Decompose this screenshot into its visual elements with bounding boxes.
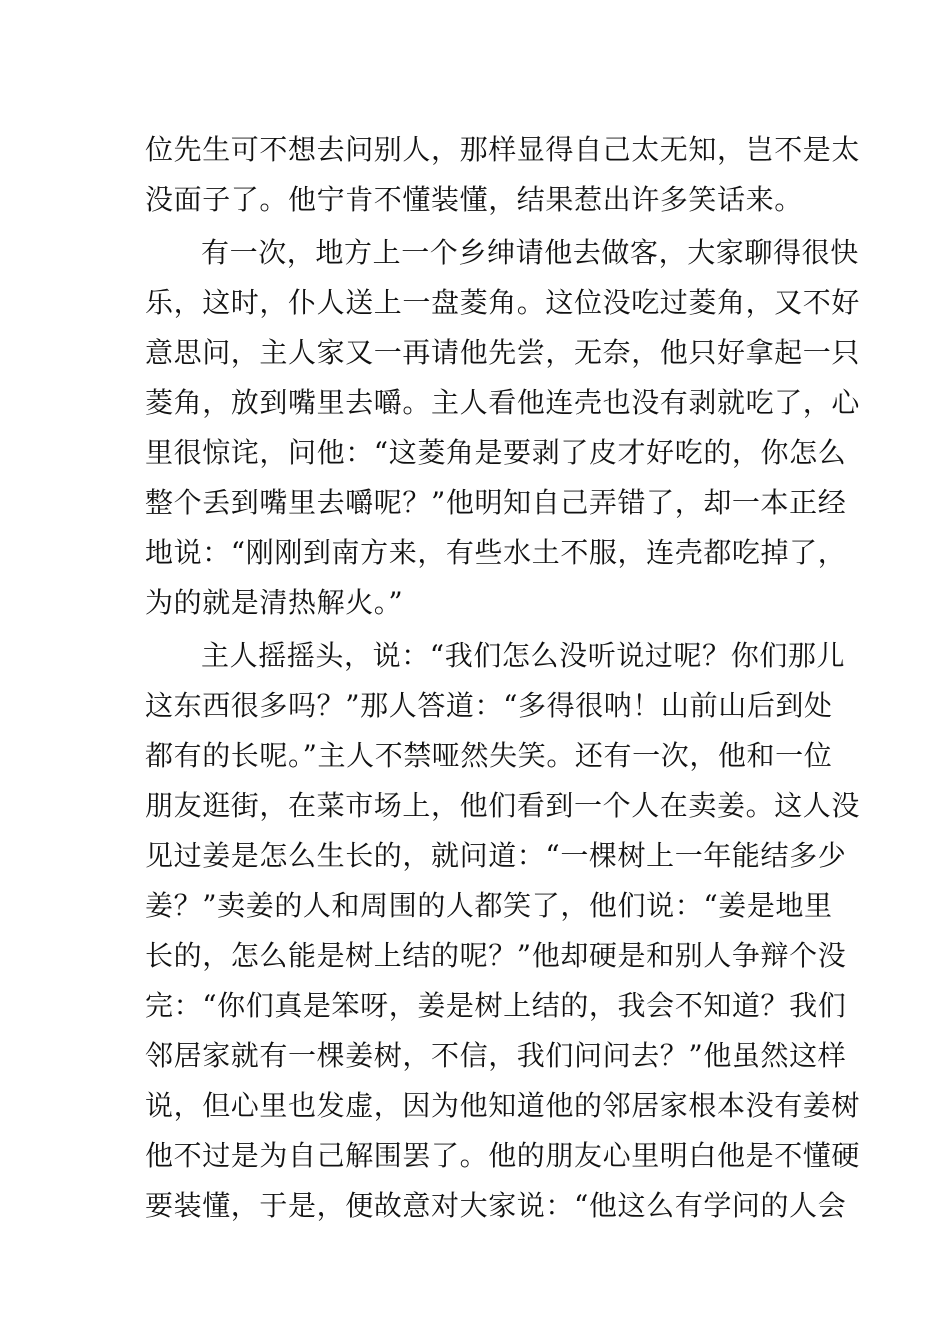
- text-line-4: 乐，这时，仆人送上一盘菱角。这位没吃过菱角，又不好: [145, 286, 861, 319]
- paragraph-start-line: 主人摇摇头，说：“我们怎么没听说过呢？你们那儿: [201, 639, 846, 672]
- text-line-18: 完：“你们真是笨呀，姜是树上结的，我会不知道？我们: [145, 989, 847, 1022]
- text-line-22: 要装懂，于是，便故意对大家说：“他这么有学问的人会: [145, 1189, 847, 1222]
- text-line-19: 邻居家就有一棵姜树，不信，我们问问去？”他虽然这样: [145, 1039, 847, 1072]
- text-line-13: 都有的长呢。”主人不禁哑然失笑。还有一次，他和一位: [145, 739, 833, 772]
- text-line-12: 这东西很多吗？”那人答道：“多得很呐！山前山后到处: [145, 689, 833, 722]
- text-line-14: 朋友逛街，在菜市场上，他们看到一个人在卖姜。这人没: [145, 789, 861, 822]
- body-text: [145, 125, 861, 1231]
- text-line-20: 说，但心里也发虚，因为他知道他的邻居家根本没有姜树: [145, 1089, 861, 1122]
- text-line-8: 整个丢到嘴里去嚼呢？”他明知自己弄错了，却一本正经: [145, 486, 847, 519]
- text-line-9: 地说：“刚刚到南方来，有些水土不服，连壳都吃掉了，: [145, 536, 847, 569]
- text-line-6: 菱角，放到嘴里去嚼。主人看他连壳也没有剥就吃了，心: [145, 386, 861, 419]
- text-line-1: 位先生可不想去问别人，那样显得自己太无知，岂不是太: [145, 133, 861, 166]
- text-line-16: 姜？”卖姜的人和周围的人都笑了，他们说：“姜是地里: [145, 889, 833, 922]
- text-line-21: 他不过是为自己解围罢了。他的朋友心里明白他是不懂硬: [145, 1139, 861, 1172]
- text-line-2: 没面子了。他宁肯不懂装懂，结果惹出许多笑话来。: [145, 183, 803, 216]
- paragraph-start-line: 有一次，地方上一个乡绅请他去做客，大家聊得很快: [201, 236, 859, 269]
- text-line-7: 里很惊诧，问他：“这菱角是要剥了皮才好吃的，你怎么: [145, 436, 847, 469]
- text-line-5: 意思问，主人家又一再请他先尝，无奈，他只好拿起一只: [145, 336, 861, 369]
- text-line-10: 为的就是清热解火。”: [145, 586, 404, 619]
- text-line-15: 见过姜是怎么生长的，就问道：“一棵树上一年能结多少: [145, 839, 847, 872]
- text-line-17: 长的，怎么能是树上结的呢？”他却硬是和别人争辩个没: [145, 939, 847, 972]
